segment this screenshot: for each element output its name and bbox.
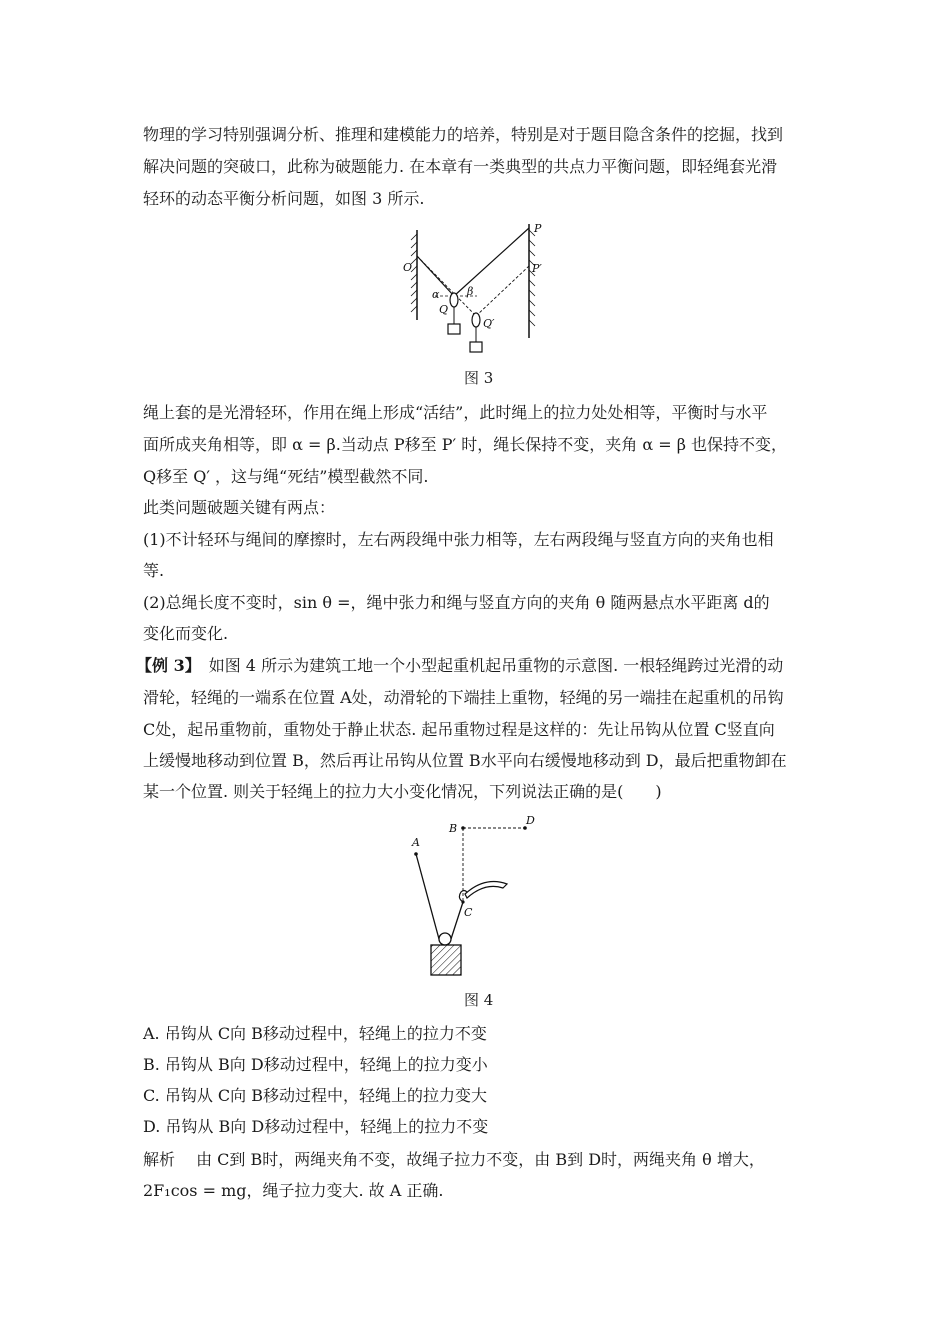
text-line-15: 上缓慢地移动到位置 B，然后再让吊钩从位置 B水平向右缓慢地移动到 D，最后把重物卸在: [143, 751, 787, 770]
text-line-1: 物理的学习特别强调分析、推理和建模能力的培养，特别是对于题目隐含条件的挖掘，找到: [143, 125, 784, 144]
label-D: D: [526, 814, 535, 827]
text-line-3: 轻环的动态平衡分析问题，如图 3 所示.: [143, 189, 425, 208]
text-line-6: Q移至 Q′ ，这与绳“死结”模型截然不同.: [143, 467, 429, 486]
label-beta: β: [467, 285, 474, 298]
figure-4: [405, 810, 555, 989]
analysis-line-2: 2F₁cos = mg，绳子拉力变大. 故 A 正确.: [143, 1181, 444, 1200]
text-line-4: 绳上套的是光滑轻环，作用在绳上形成“活结”，此时绳上的拉力处处相等，平衡时与水平: [143, 403, 768, 422]
label-B: B: [449, 822, 458, 835]
figure-3-diagram: [395, 220, 555, 360]
label-P-prime: P′: [532, 262, 542, 275]
text-line-10: (2)总绳长度不变时，sin θ =，绳中张力和绳与竖直方向的夹角 θ 随两悬点水平距离 d的: [143, 593, 770, 612]
text-line-2: 解决问题的突破口，此称为破题能力. 在本章有一类典型的共点力平衡问题，即轻绳套光滑: [143, 157, 778, 176]
option-a: A. 吊钩从 C向 B移动过程中，轻绳上的拉力不变: [143, 1024, 487, 1043]
analysis-line-1: 解析 由 C到 B时，两绳夹角不变，故绳子拉力不变，由 B到 D时，两绳夹角 θ 增大，: [143, 1150, 765, 1169]
example-first-line: [136, 656, 783, 676]
text-line-7: 此类问题破题关键有两点：: [143, 498, 336, 517]
label-P: P: [534, 222, 542, 235]
label-alpha: α: [432, 288, 440, 301]
option-d: D. 吊钩从 B向 D移动过程中，轻绳上的拉力不变: [143, 1117, 489, 1136]
label-A: A: [412, 836, 420, 849]
text-line-13: 滑轮，轻绳的一端系在位置 A处，动滑轮的下端挂上重物，轻绳的另一端挂在起重机的吊钩: [143, 688, 784, 707]
figure-3-caption: 图 3: [464, 369, 494, 387]
figure-4-diagram: [405, 810, 555, 985]
figure-4-caption: 图 4: [464, 991, 494, 1009]
text-line-5: 面所成夹角相等，即 α = β.当动点 P移至 P′ 时，绳长保持不变，夹角 α = β 也保持不变，: [143, 435, 788, 454]
figure-3: [395, 220, 555, 364]
option-c: C. 吊钩从 C向 B移动过程中，轻绳上的拉力变大: [143, 1086, 488, 1105]
label-C: C: [464, 906, 473, 919]
example-label: 【例 3】: [136, 656, 201, 675]
text-line-11: 变化而变化.: [143, 624, 229, 643]
option-b: B. 吊钩从 B向 D移动过程中，轻绳上的拉力变小: [143, 1055, 488, 1074]
text-line-9: 等.: [143, 561, 165, 580]
label-Q: Q: [439, 303, 449, 316]
text-line-16: 某一个位置. 则关于轻绳上的拉力大小变化情况，下列说法正确的是( ): [143, 782, 662, 801]
text-line-14: C处，起吊重物前，重物处于静止状态. 起吊重物过程是这样的：先让吊钩从位置 C竖直向: [143, 720, 775, 739]
label-Q-prime: Q′: [483, 317, 495, 330]
text-line-12: 如图 4 所示为建筑工地一个小型起重机起吊重物的示意图. 一根轻绳跨过光滑的动: [208, 656, 784, 675]
text-line-8: (1)不计轻环与绳间的摩擦时，左右两段绳中张力相等，左右两段绳与竖直方向的夹角也相: [143, 530, 774, 549]
label-O: O: [403, 261, 413, 274]
